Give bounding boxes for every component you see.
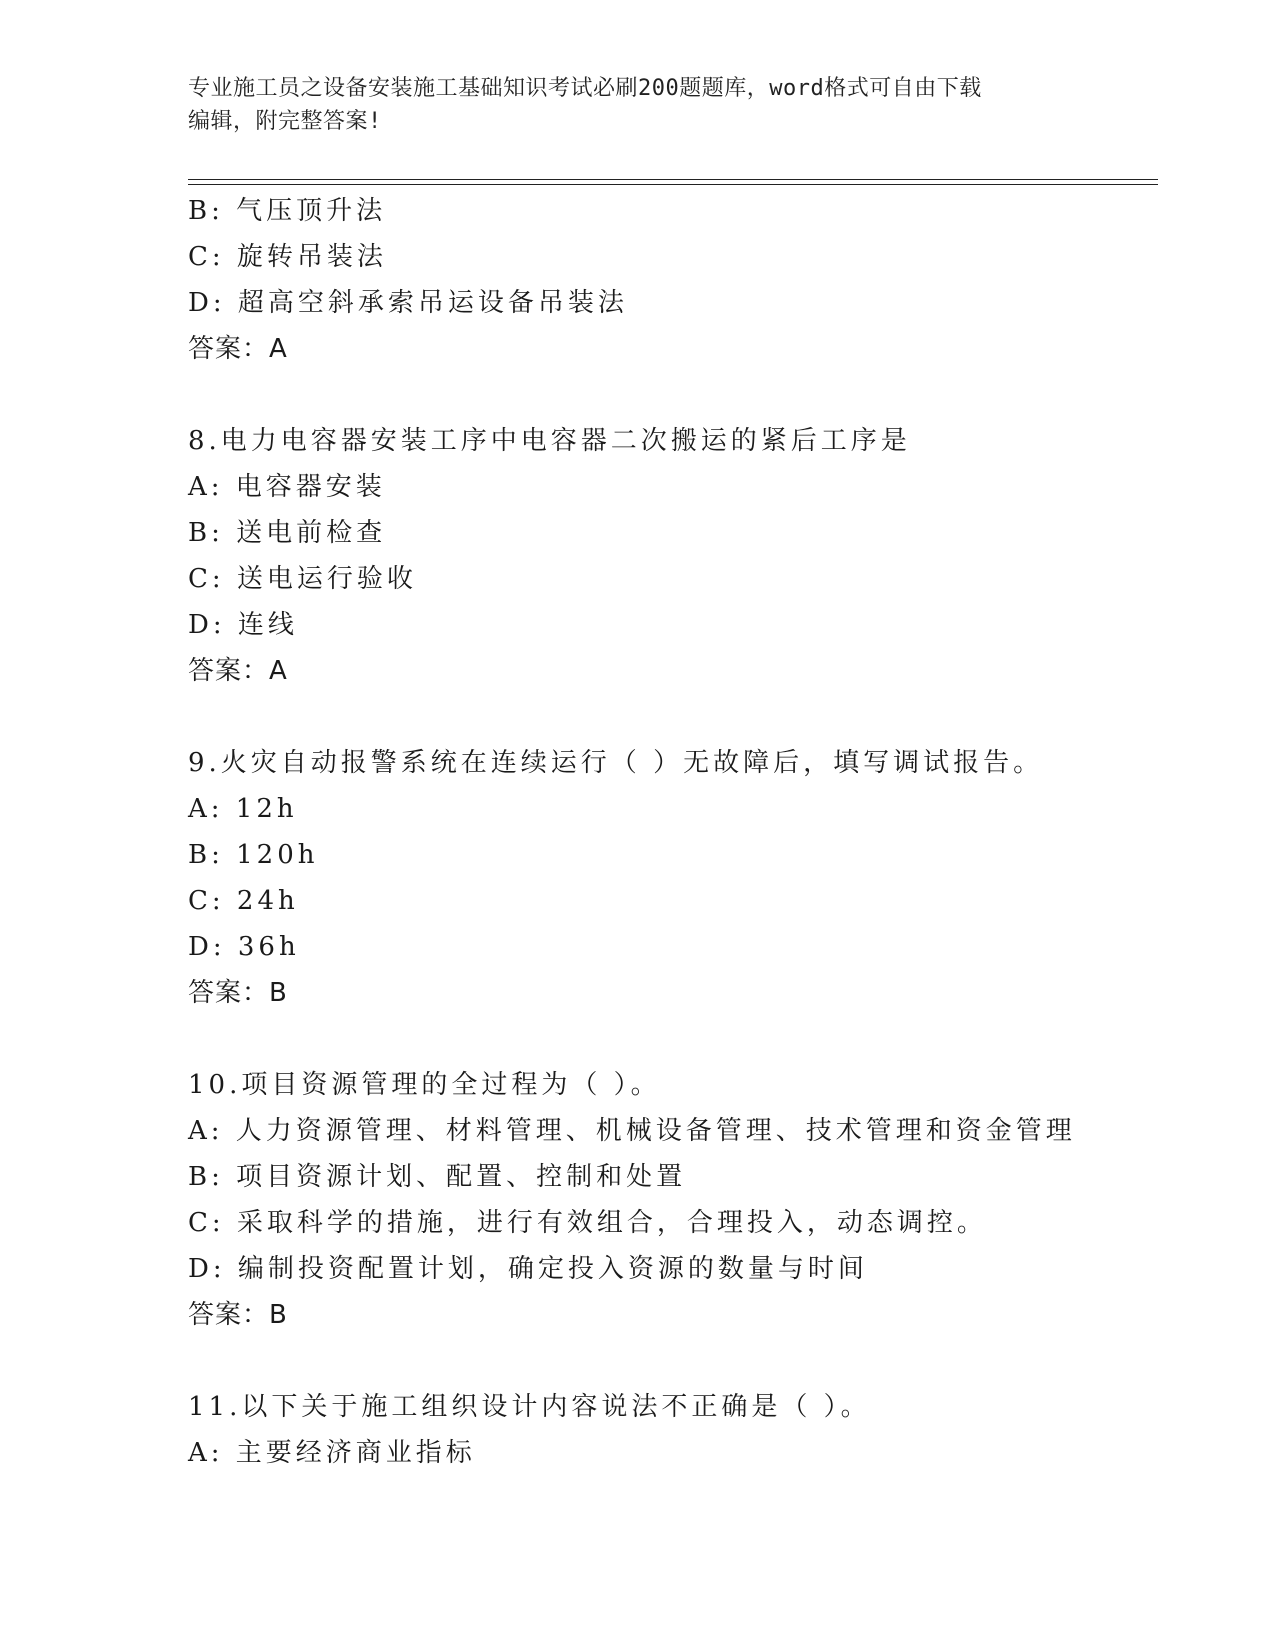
spacer [188, 372, 1158, 418]
option-b: B: 气压顶升法 [188, 196, 387, 226]
option-a: A: 12h [188, 794, 298, 824]
question-block-7 [188, 188, 1158, 372]
question-text: 11.以下关于施工组织设计内容说法不正确是（ ）。 [188, 1392, 871, 1422]
option-a: A: 主要经济商业指标 [188, 1438, 476, 1468]
option-c: C: 采取科学的措施，进行有效组合，合理投入，动态调控。 [188, 1208, 987, 1238]
answer-label: 答案：A [188, 334, 288, 364]
header-title-line2: 编辑，附完整答案! [188, 109, 382, 134]
spacer [188, 1338, 1158, 1384]
question-text: 10.项目资源管理的全过程为（ ）。 [188, 1070, 661, 1100]
option-a: A: 电容器安装 [188, 472, 386, 502]
header-title-line1: 专业施工员之设备安装施工基础知识考试必刷200题题库，word格式可自由下载 [188, 76, 982, 101]
option-b: B: 项目资源计划、配置、控制和处置 [188, 1162, 687, 1192]
option-d: D: 36h [188, 932, 300, 962]
question-block-10 [188, 1062, 1158, 1338]
answer-label: 答案：A [188, 656, 288, 686]
option-d: D: 编制投资配置计划，确定投入资源的数量与时间 [188, 1254, 868, 1284]
question-text: 9.火灾自动报警系统在连续运行（ ）无故障后，填写调试报告。 [188, 748, 1044, 778]
option-d: D: 超高空斜承索吊运设备吊装法 [188, 288, 628, 318]
option-c: C: 送电运行验收 [188, 564, 417, 594]
option-a: A: 人力资源管理、材料管理、机械设备管理、技术管理和资金管理 [188, 1116, 1076, 1146]
header-divider-top [188, 179, 1158, 180]
spacer [188, 1016, 1158, 1062]
option-c: C: 旋转吊装法 [188, 242, 387, 272]
option-c: C: 24h [188, 886, 299, 916]
question-block-9 [188, 740, 1158, 1016]
option-d: D: 连线 [188, 610, 298, 640]
document-header [188, 72, 1068, 138]
spacer [188, 694, 1158, 740]
option-b: B: 120h [188, 840, 319, 870]
question-text: 8.电力电容器安装工序中电容器二次搬运的紧后工序是 [188, 426, 911, 456]
answer-label: 答案：B [188, 1300, 288, 1330]
option-b: B: 送电前检查 [188, 518, 387, 548]
question-block-8 [188, 418, 1158, 694]
answer-label: 答案：B [188, 978, 288, 1008]
header-divider-bottom [188, 184, 1158, 185]
question-block-11 [188, 1384, 1158, 1476]
question-list [188, 188, 1158, 1476]
